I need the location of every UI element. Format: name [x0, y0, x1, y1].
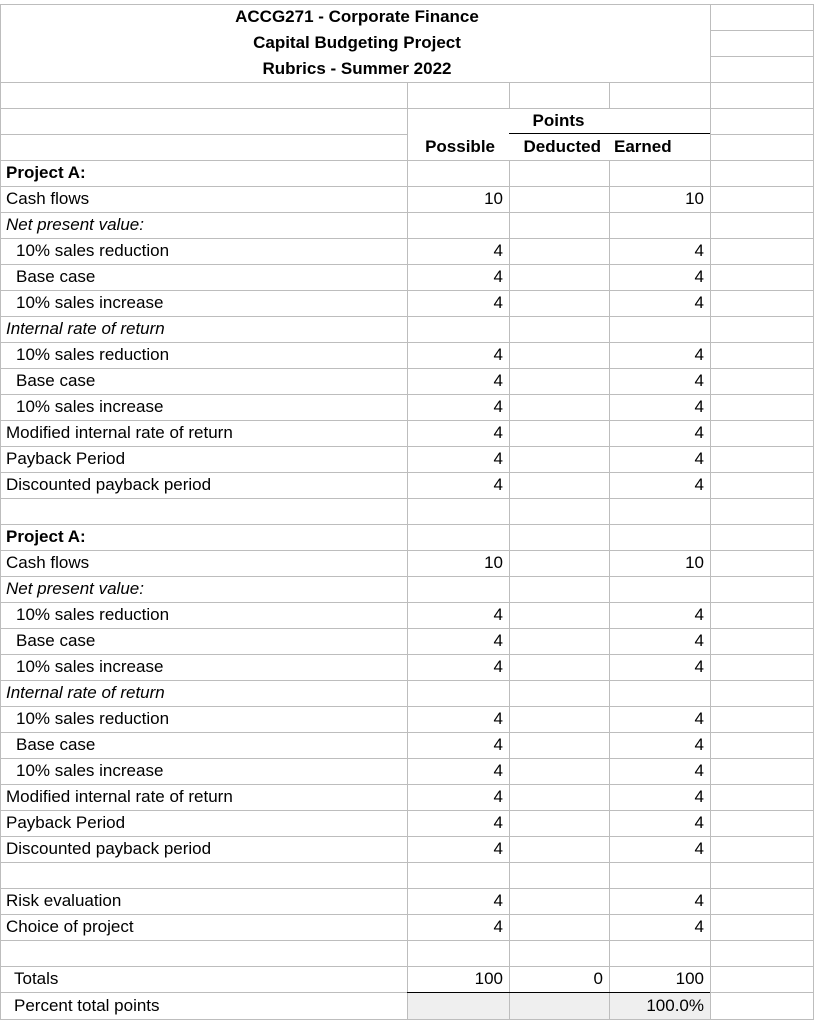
row-label: Base case: [16, 267, 96, 286]
row-label: Project A:: [6, 527, 86, 546]
possible-points: 4: [493, 475, 503, 494]
row-label: Payback Period: [6, 813, 126, 832]
earned-points: 4: [694, 787, 704, 806]
row-label: Net present value:: [6, 215, 144, 234]
grid-line: [509, 160, 510, 1020]
earned-points: 4: [694, 397, 704, 416]
percent-earned: 100.0%: [646, 996, 704, 1015]
project-title: Capital Budgeting Project: [253, 33, 461, 52]
totals-label: Totals: [14, 969, 59, 988]
earned-points: 4: [694, 605, 704, 624]
row-label: 10% sales reduction: [16, 709, 170, 728]
grid-line: [710, 56, 813, 57]
row-label: 10% sales increase: [16, 397, 164, 416]
row-label: 10% sales increase: [16, 293, 164, 312]
earned-points: 4: [694, 267, 704, 286]
earned-points: 4: [694, 735, 704, 754]
earned-points: 4: [694, 423, 704, 442]
earned-points: 4: [694, 709, 704, 728]
grid-line: [0, 134, 407, 135]
possible-points: 4: [493, 241, 503, 260]
earned-points: 4: [694, 813, 704, 832]
possible-points: 4: [493, 397, 503, 416]
totals-possible: 100: [474, 969, 503, 988]
rubric-title: Rubrics - Summer 2022: [262, 59, 452, 78]
possible-points: 4: [493, 813, 503, 832]
row-label: 10% sales reduction: [16, 345, 170, 364]
points-group-header: Points: [532, 111, 585, 130]
percent-cell-shade: [407, 993, 509, 1019]
row-label: Cash flows: [6, 189, 90, 208]
earned-points: 10: [685, 189, 704, 208]
row-label: Risk evaluation: [6, 891, 122, 910]
earned-points: 4: [694, 475, 704, 494]
row-label: Internal rate of return: [6, 683, 165, 702]
grid-line: [710, 30, 813, 31]
grid-line: [710, 4, 711, 1020]
row-label: Cash flows: [6, 553, 90, 572]
earned-points: 4: [694, 371, 704, 390]
row-label: Base case: [16, 631, 96, 650]
possible-points: 4: [493, 293, 503, 312]
possible-points: 4: [493, 787, 503, 806]
course-title: ACCG271 - Corporate Finance: [235, 7, 479, 26]
possible-points: 10: [484, 189, 503, 208]
grid-line: [0, 4, 1, 1020]
possible-points: 4: [493, 345, 503, 364]
earned-points: 4: [694, 657, 704, 676]
row-label: Net present value:: [6, 579, 144, 598]
deducted-column-header: Deducted: [523, 137, 601, 156]
row-label: Choice of project: [6, 917, 134, 936]
row-label: Internal rate of return: [6, 319, 165, 338]
row-label: Modified internal rate of return: [6, 787, 233, 806]
row-label: 10% sales reduction: [16, 241, 170, 260]
row-label: 10% sales increase: [16, 761, 164, 780]
possible-points: 4: [493, 891, 503, 910]
earned-points: 4: [694, 293, 704, 312]
grid-line: [813, 4, 814, 1020]
row-label: Discounted payback period: [6, 475, 212, 494]
row-label: 10% sales reduction: [16, 605, 170, 624]
possible-points: 4: [493, 917, 503, 936]
earned-points: 4: [694, 891, 704, 910]
row-label: Modified internal rate of return: [6, 423, 233, 442]
earned-points: 4: [694, 449, 704, 468]
earned-points: 4: [694, 761, 704, 780]
earned-points: 4: [694, 241, 704, 260]
grid-line: [710, 134, 813, 135]
possible-points: 4: [493, 735, 503, 754]
possible-points: 10: [484, 553, 503, 572]
earned-points: 4: [694, 917, 704, 936]
possible-points: 4: [493, 657, 503, 676]
possible-points: 4: [493, 709, 503, 728]
row-label: 10% sales increase: [16, 657, 164, 676]
possible-points: 4: [493, 423, 503, 442]
possible-points: 4: [493, 631, 503, 650]
earned-points: 10: [685, 553, 704, 572]
row-label: Base case: [16, 371, 96, 390]
possible-points: 4: [493, 761, 503, 780]
grid-line: [609, 82, 610, 108]
possible-points: 4: [493, 371, 503, 390]
totals-deducted: 0: [593, 969, 603, 988]
earned-points: 4: [694, 631, 704, 650]
possible-points: 4: [493, 605, 503, 624]
row-label: Base case: [16, 735, 96, 754]
grid-line: [509, 82, 510, 108]
possible-column-header: Possible: [425, 137, 495, 156]
earned-column-header: Earned: [614, 137, 672, 156]
row-label: Project A:: [6, 163, 86, 182]
totals-earned: 100: [675, 969, 704, 988]
row-label: Payback Period: [6, 449, 126, 468]
possible-points: 4: [493, 449, 503, 468]
row-label: Discounted payback period: [6, 839, 212, 858]
percent-cell-shade: [509, 993, 609, 1019]
percent-label: Percent total points: [14, 996, 160, 1015]
earned-points: 4: [694, 345, 704, 364]
possible-points: 4: [493, 839, 503, 858]
possible-points: 4: [493, 267, 503, 286]
earned-points: 4: [694, 839, 704, 858]
